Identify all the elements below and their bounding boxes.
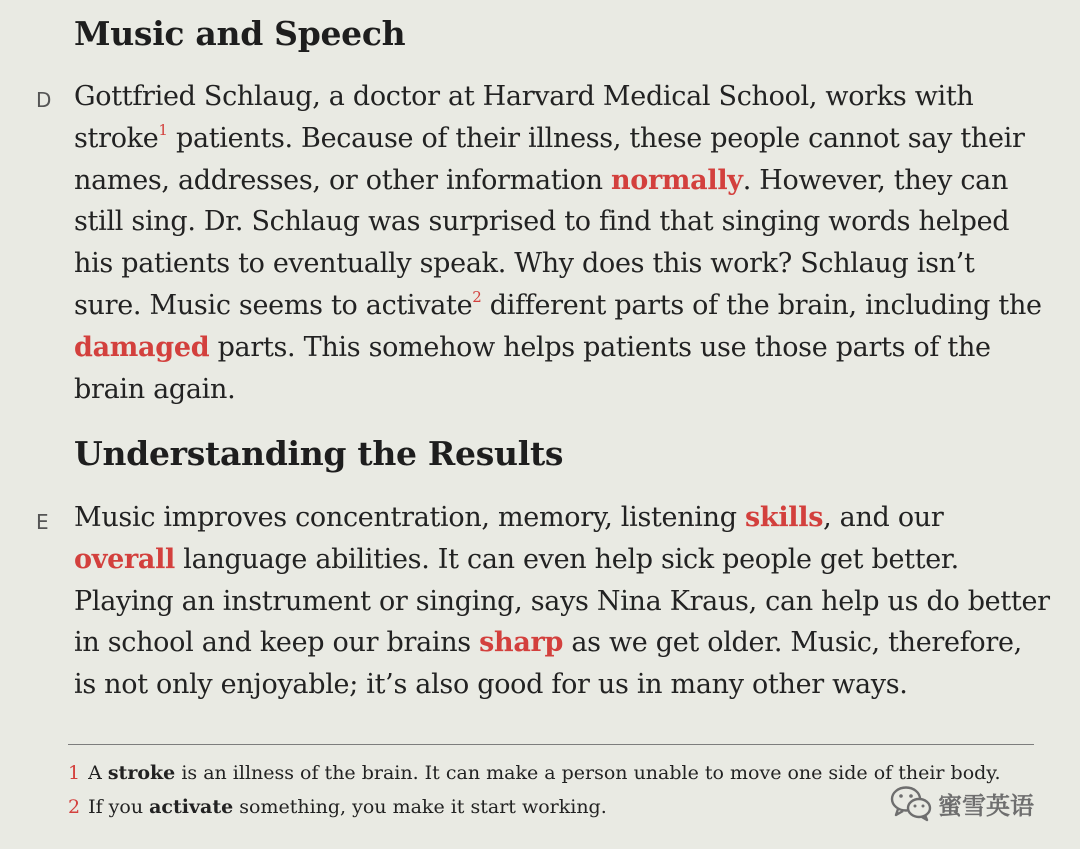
footnote-number: 1 xyxy=(68,762,81,784)
footnote-term: activate xyxy=(149,796,234,818)
footnote-2: 2 If you activate something, you make it start working. xyxy=(68,796,607,818)
wechat-icon xyxy=(890,784,932,822)
paragraph-letter-e: E xyxy=(36,510,49,534)
paragraph-line: stroke$^1$ patients. Because of their illness, these people cannot say their xyxy=(74,120,1025,154)
paragraph-letter-d: D xyxy=(36,88,52,112)
footnote-divider xyxy=(68,744,1034,745)
paragraph-line: brain again. xyxy=(74,373,236,405)
paragraph-line: in school and keep our brains sharp as we get older. Music, therefore, xyxy=(74,627,1022,659)
footnote-number: 2 xyxy=(68,796,81,818)
vocab-word-damaged: damaged xyxy=(74,331,210,363)
vocab-word-overall: overall xyxy=(74,543,176,575)
footnote-ref-1: 1 xyxy=(158,120,168,139)
watermark xyxy=(890,784,1034,822)
vocab-word-skills: skills xyxy=(745,502,824,533)
section-heading-results: Understanding the Results xyxy=(74,434,564,473)
vocab-word-normally: normally xyxy=(610,164,743,196)
paragraph-line: Gottfried Schlaug, a doctor at Harvard Medical School, works with xyxy=(74,81,974,112)
paragraph-line: overall language abilities. It can even help sick people get better. xyxy=(74,543,959,575)
paragraph-line: still sing. Dr. Schlaug was surprised to find that singing words helped xyxy=(74,206,1010,238)
stroke-word: stroke xyxy=(74,122,159,154)
paragraph-line: is not only enjoyable; it’s also good for us in many other ways. xyxy=(74,669,908,701)
footnote-ref-2: 2 xyxy=(472,287,482,306)
paragraph-e xyxy=(74,497,1064,706)
paragraph-line: damaged parts. This somehow helps patients use those parts of the xyxy=(74,331,991,363)
watermark-text: 蜜雪英语 xyxy=(938,791,1034,820)
footnote-term: stroke xyxy=(107,762,176,784)
footnote-1: 1 A stroke is an illness of the brain. It can make a person unable to move one side of their body. xyxy=(68,762,1001,784)
paragraph-line: Playing an instrument or singing, says Nina Kraus, can help us do better xyxy=(74,585,1050,617)
paragraph-line: Music improves concentration, memory, listening skills, and our xyxy=(74,502,944,533)
paragraph-line: sure. Music seems to activate$^2$ different parts of the brain, including the xyxy=(74,287,1042,321)
vocab-word-sharp: sharp xyxy=(479,627,564,659)
paragraph-line: his patients to eventually speak. Why does this work? Schlaug isn’t xyxy=(74,248,975,280)
paragraph-line: names, addresses, or other information normally. However, they can xyxy=(74,164,1009,196)
section-heading-music-speech: Music and Speech xyxy=(74,14,406,53)
paragraph-d xyxy=(74,76,1064,410)
